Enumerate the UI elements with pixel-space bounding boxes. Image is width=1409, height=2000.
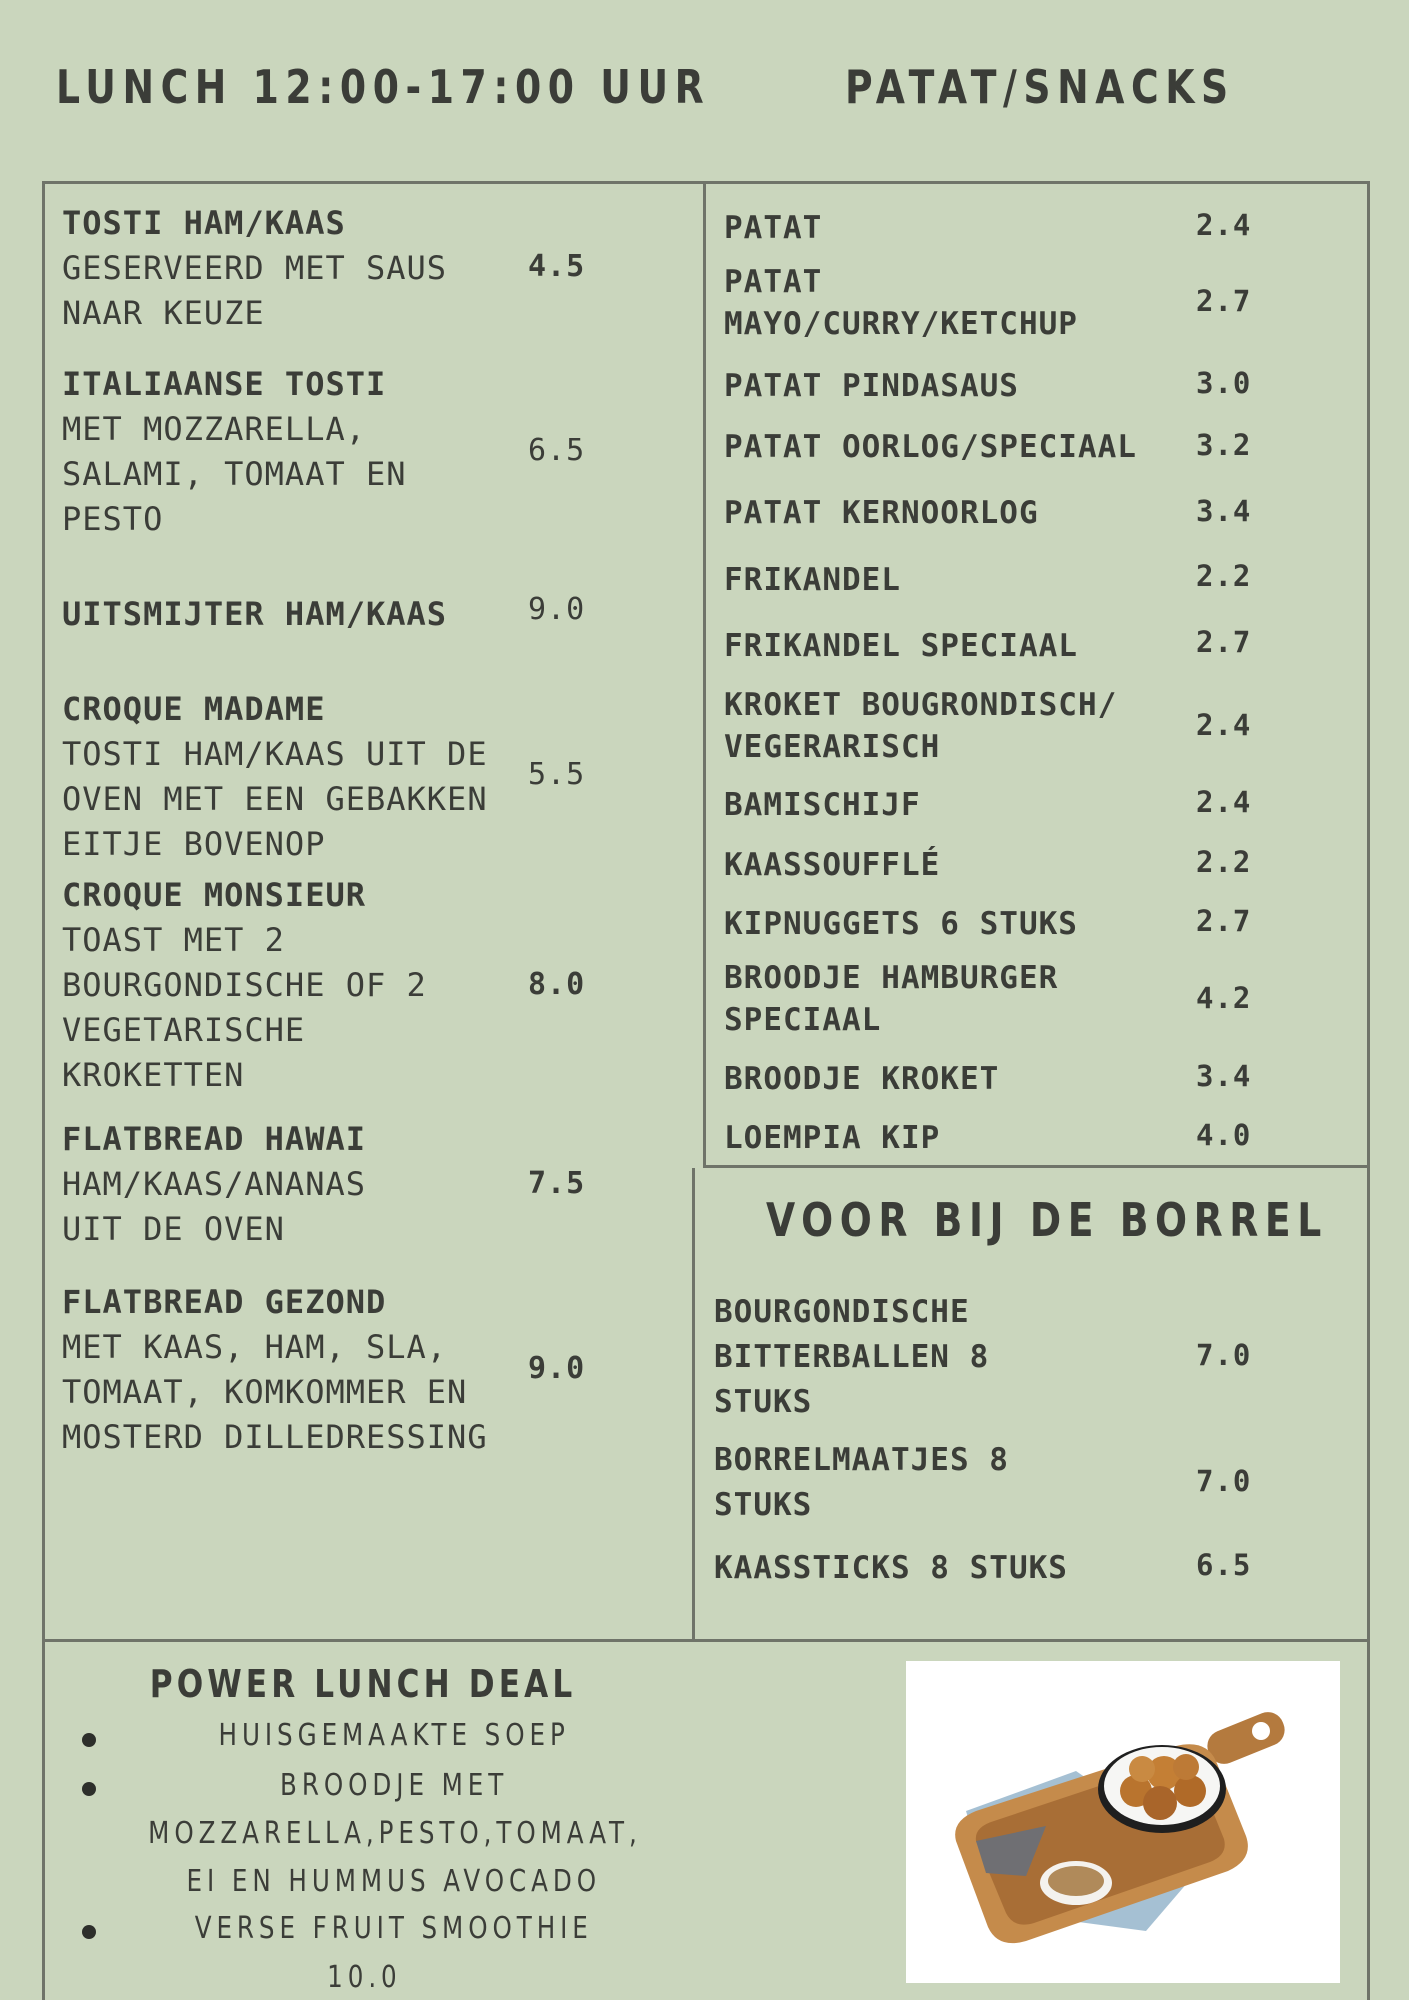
- bitterballen-board-illustration: [906, 1661, 1340, 1983]
- deal-line-text: EI EN HUMMUS AVOCADO: [186, 1864, 602, 1899]
- price-flatbread-gezond: 9.0: [528, 1351, 586, 1386]
- snack-price: 2.4: [1196, 708, 1252, 742]
- deal-divider: [42, 1639, 1370, 1642]
- item-description: HAM/KAAS/ANANAS UIT DE OVEN: [62, 1165, 366, 1248]
- top-rule: [42, 181, 1370, 184]
- snack-price: 3.2: [1196, 428, 1252, 462]
- item-name: FLATBREAD HAWAI: [62, 1120, 366, 1158]
- lunch-heading: LUNCH 12:00-17:00 UUR: [56, 60, 711, 114]
- borrel-price: 7.0: [1196, 1464, 1252, 1498]
- snack-price: 2.2: [1196, 845, 1252, 879]
- borrel-price: 6.5: [1196, 1548, 1252, 1582]
- item-name: UITSMIJTER HAM/KAAS: [62, 595, 448, 633]
- snack-patat-kernoorlog: PATAT KERNOORLOG: [724, 495, 1039, 531]
- snack-price: 2.2: [1196, 559, 1252, 593]
- left-rule: [42, 181, 45, 2000]
- lunch-item-italiaanse-tosti: [62, 362, 492, 542]
- snacks-divider: [703, 1165, 1370, 1168]
- item-name: TOSTI HAM/KAAS: [62, 204, 346, 242]
- deal-line-text: VERSE FRUIT SMOOTHIE: [194, 1911, 594, 1946]
- deal-line-text: HUISGEMAAKTE SOEP: [218, 1718, 570, 1753]
- item-name: ITALIAANSE TOSTI: [62, 365, 387, 403]
- snack-price: 2.7: [1196, 284, 1252, 318]
- snack-patat-mayo: PATAT MAYO/CURRY/KETCHUP: [724, 264, 1078, 342]
- snack-bamischijf: BAMISCHIJF: [724, 787, 921, 823]
- deal-price-text: 10.0: [326, 1960, 402, 1995]
- snack-kaassouffle: KAASSOUFFLÉ: [724, 847, 941, 883]
- snack-kipnuggets: KIPNUGGETS 6 STUKS: [724, 906, 1078, 942]
- center-rule-bottom: [692, 1168, 695, 1641]
- borrel-bitterballen: BOURGONDISCHE BITTERBALLEN 8 STUKS: [714, 1294, 990, 1420]
- item-description: GESERVEERD MET SAUS NAAR KEUZE: [62, 249, 448, 332]
- snack-patat-oorlog: PATAT OORLOG/SPECIAAL: [724, 429, 1137, 465]
- item-description: TOSTI HAM/KAAS UIT DE OVEN MET EEN GEBAKKEN EITJE BOVENOP: [62, 735, 488, 863]
- deal-line-smoothie: [94, 1911, 694, 1946]
- snack-price: 2.4: [1196, 208, 1252, 242]
- deal-line-soep: [94, 1718, 694, 1753]
- deal-title: [0, 1662, 726, 1706]
- snack-loempia-kip: LOEMPIA KIP: [724, 1120, 941, 1156]
- borrel-borrelmaatjes: BORRELMAATJES 8 STUKS: [714, 1442, 1009, 1523]
- deal-line-text: BROODJE MET: [279, 1768, 509, 1803]
- snack-frikandel: FRIKANDEL: [724, 562, 901, 598]
- deal-line-broodje: [94, 1768, 694, 1803]
- item-name: CROQUE MONSIEUR: [62, 876, 366, 914]
- lunch-item-flatbread-hawai: [62, 1117, 492, 1252]
- lunch-item-flatbread-gezond: [62, 1280, 492, 1460]
- snack-price: 3.0: [1196, 366, 1252, 400]
- price-croque-monsieur: 8.0: [528, 967, 586, 1002]
- lunch-item-croque-madame: [62, 687, 492, 867]
- snack-price: 4.2: [1196, 981, 1252, 1015]
- borrel-price: 7.0: [1196, 1338, 1252, 1372]
- deal-line-text: MOZZARELLA,PESTO,TOMAAT,: [148, 1816, 642, 1851]
- snack-broodje-hamburger: BROODJE HAMBURGER SPECIAAL: [724, 960, 1059, 1038]
- snack-patat: PATAT: [724, 210, 823, 246]
- price-croque-madame: 5.5: [528, 757, 586, 792]
- deal-line-mozzarella: [94, 1816, 694, 1851]
- price-italiaanse-tosti: 6.5: [528, 433, 586, 468]
- lunch-item-uitsmijter: [62, 592, 492, 637]
- item-description: MET MOZZARELLA, SALAMI, TOMAAT EN PESTO: [62, 410, 407, 538]
- snack-price: 3.4: [1196, 1059, 1252, 1093]
- deal-line-ei: [94, 1864, 694, 1899]
- right-rule: [1367, 181, 1370, 2000]
- snack-price: 3.4: [1196, 494, 1252, 528]
- snack-price: 4.0: [1196, 1118, 1252, 1152]
- snack-price: 2.7: [1196, 904, 1252, 938]
- item-description: MET KAAS, HAM, SLA, TOMAAT, KOMKOMMER EN MOSTERD DILLEDRESSING: [62, 1328, 488, 1456]
- price-tosti: 4.5: [528, 249, 586, 284]
- snack-price: 2.7: [1196, 625, 1252, 659]
- snack-patat-pindasaus: PATAT PINDASAUS: [724, 368, 1019, 404]
- bitterballen-photo: [906, 1661, 1340, 1983]
- center-rule-top: [703, 181, 706, 1168]
- price-uitsmijter: 9.0: [528, 592, 586, 627]
- item-name: CROQUE MADAME: [62, 690, 326, 728]
- snack-frikandel-speciaal: FRIKANDEL SPECIAAL: [724, 628, 1078, 664]
- price-flatbread-hawai: 7.5: [528, 1166, 586, 1201]
- snack-broodje-kroket: BROODJE KROKET: [724, 1061, 1000, 1097]
- snacks-heading: PATAT/SNACKS: [845, 60, 1235, 114]
- borrel-heading: VOOR BIJ DE BORREL: [766, 1193, 1328, 1247]
- item-description: TOAST MET 2 BOURGONDISCHE OF 2 VEGETARISCHE KROKETTEN: [62, 921, 427, 1094]
- deal-price: [64, 1960, 664, 1995]
- snack-price: 2.4: [1196, 785, 1252, 819]
- deal-title-text: POWER LUNCH DEAL: [149, 1662, 577, 1706]
- borrel-kaassticks: KAASSTICKS 8 STUKS: [714, 1550, 1068, 1586]
- snack-kroket: KROKET BOUGRONDISCH/ VEGERARISCH: [724, 687, 1118, 765]
- lunch-item-tosti: [62, 201, 492, 336]
- lunch-item-croque-monsieur: [62, 873, 492, 1098]
- item-name: FLATBREAD GEZOND: [62, 1283, 387, 1321]
